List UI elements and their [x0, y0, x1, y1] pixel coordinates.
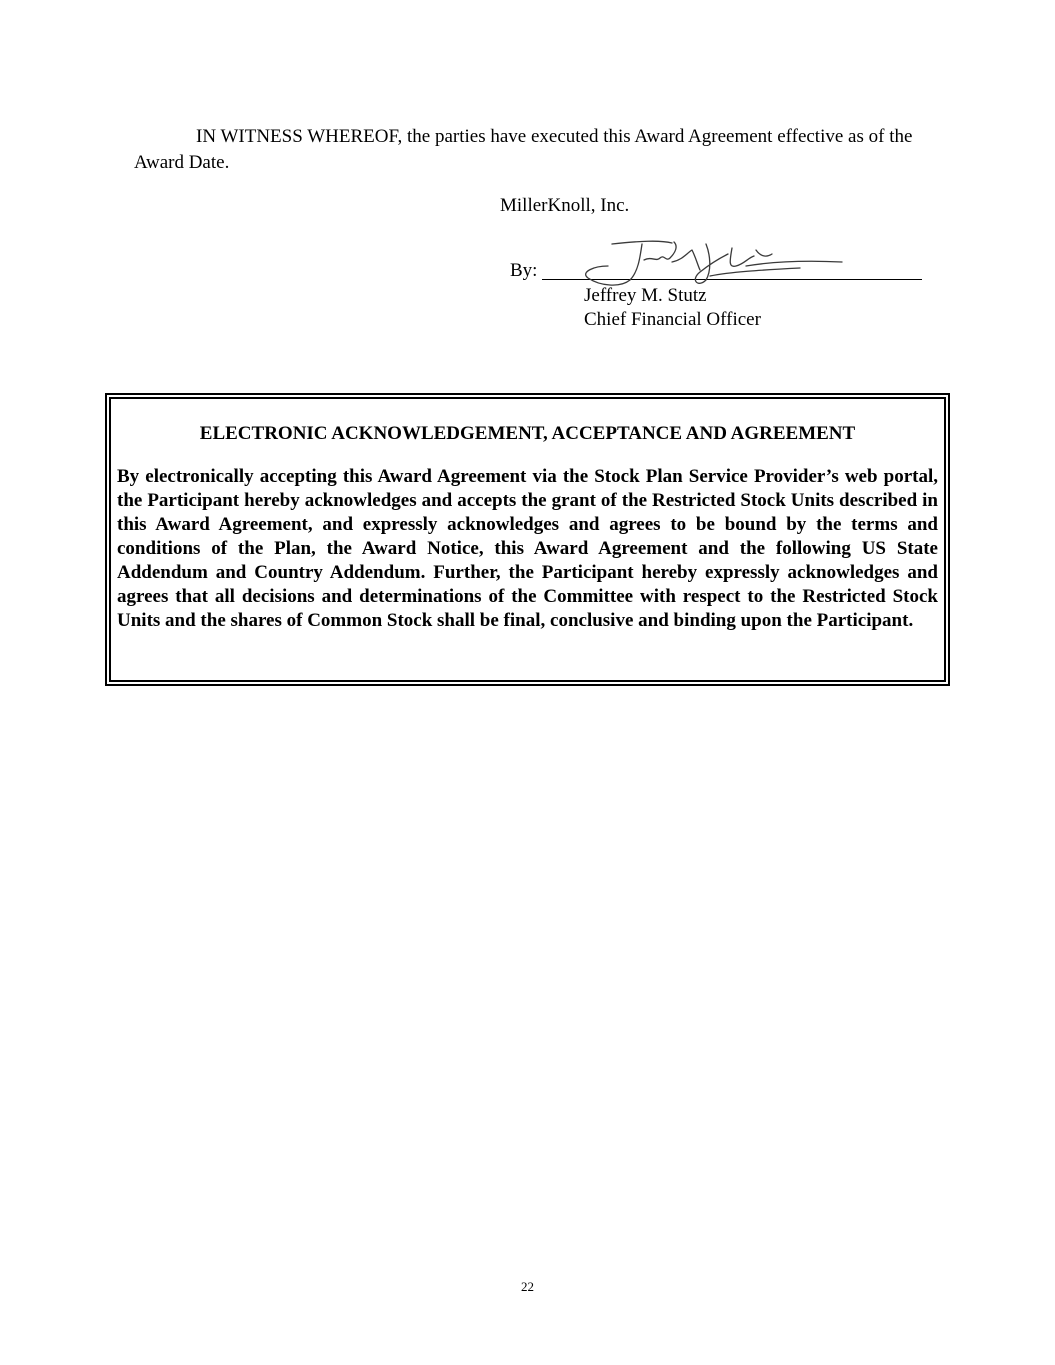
acknowledgement-box	[105, 393, 950, 686]
signer-title: Chief Financial Officer	[584, 309, 761, 330]
page-number: 22	[521, 1279, 534, 1294]
signer-name: Jeffrey M. Stutz	[584, 285, 707, 306]
by-label: By:	[510, 260, 538, 281]
company-name: MillerKnoll, Inc.	[500, 195, 630, 216]
acknowledgement-body: By electronically accepting this Award Agreement via the Stock Plan Service Provider’s web portal, the Participant hereby acknowledges and accepts the grant of the Restricted Stock Units described in this Award Agreement, and expressly acknowledges and agrees to be bound by the terms and conditions of the Plan, the Award Notice, this Award Agreement and the following US State Addendum and Country Addendum. Further, the Participant hereby expressly acknowledges and agrees that all decisions and determinations of the Committee with respect to the Restricted Stock Units and the shares of Common Stock shall be final, conclusive and binding upon the Participant.	[117, 466, 938, 631]
witness-paragraph: IN WITNESS WHEREOF, the parties have executed this Award Agreement effective as of the Award Date.	[134, 126, 913, 173]
acknowledgement-heading: ELECTRONIC ACKNOWLEDGEMENT, ACCEPTANCE AND AGREEMENT	[199, 423, 856, 444]
